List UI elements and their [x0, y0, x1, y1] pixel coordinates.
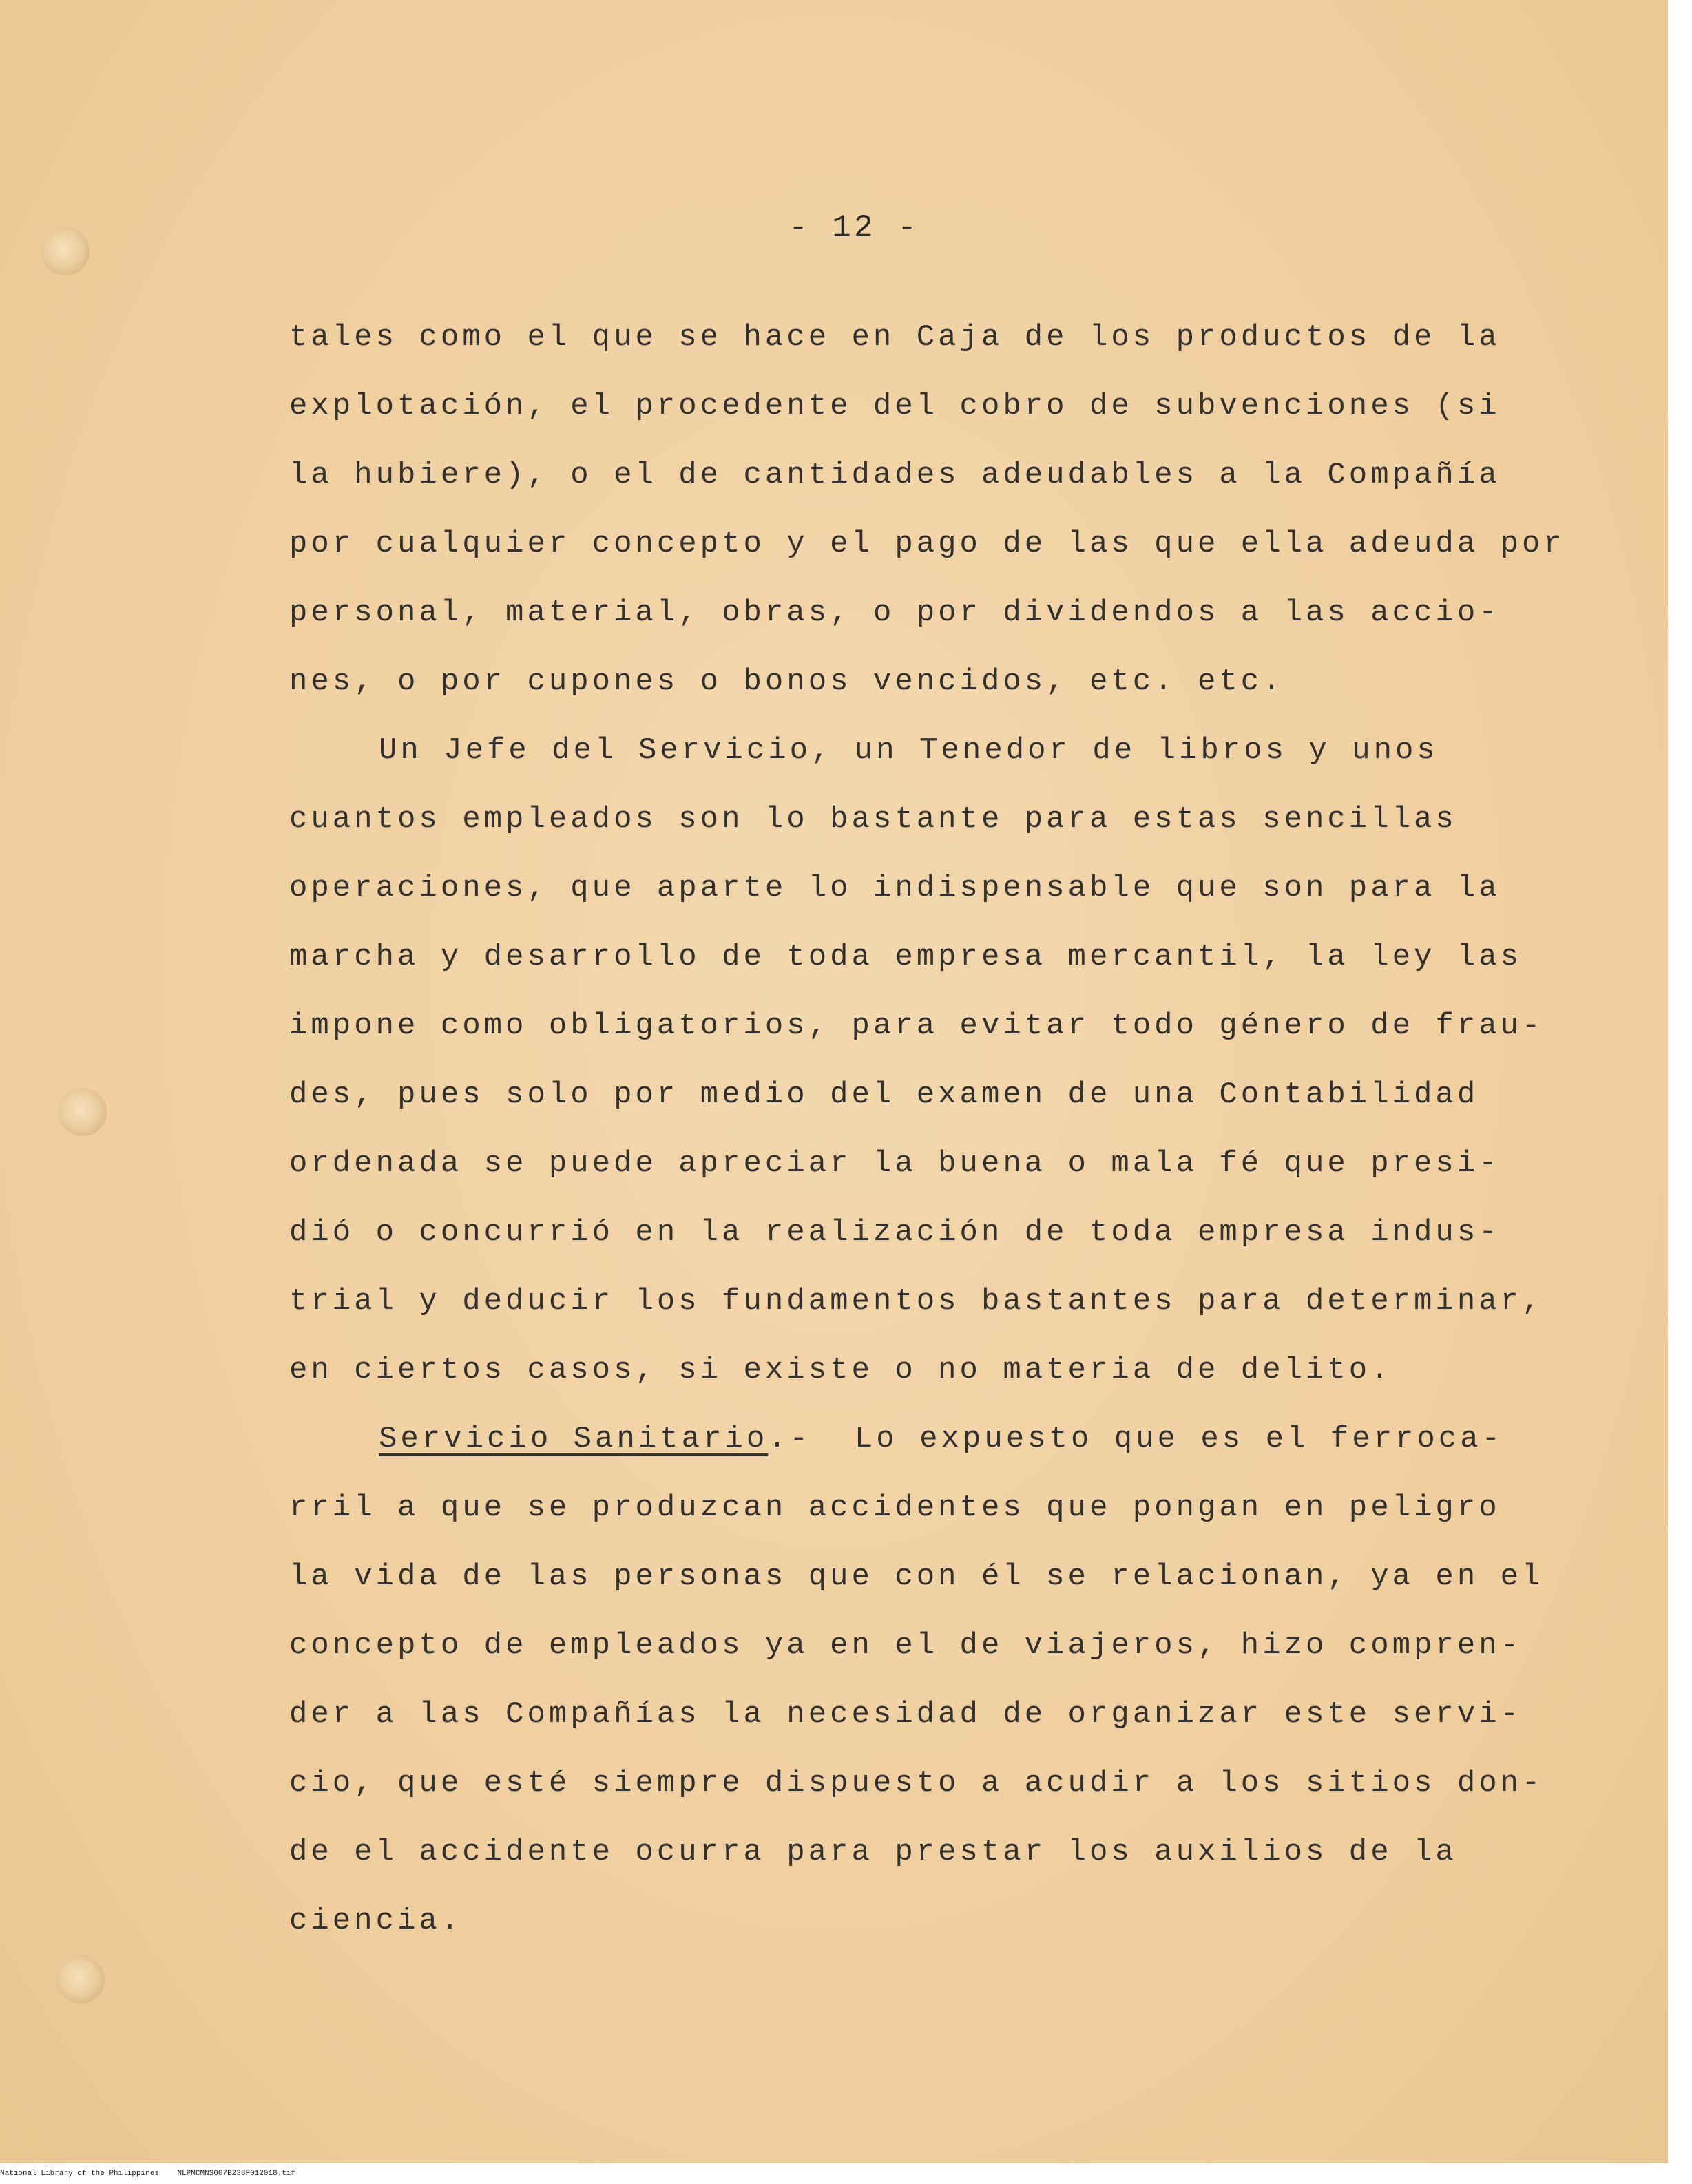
text-line: dió o concurrió en la realización de toda empresa indus- [289, 1215, 1501, 1250]
text-line: concepto de empleados ya en el de viajeros, hizo compren- [289, 1628, 1523, 1663]
text-line: Lo expuesto que es el ferroca- [854, 1422, 1504, 1456]
text-line: cio, que esté siempre dispuesto a acudir a los sitios don- [289, 1766, 1544, 1800]
text-line: nes, o por cupones o bonos vencidos, etc. etc. [289, 664, 1284, 699]
text-line: operaciones, que aparte lo indispensable que son para la [289, 871, 1501, 905]
text-line: des, pues solo por medio del examen de una Contabilidad [289, 1078, 1479, 1112]
text-line: marcha y desarrollo de toda empresa mercantil, la ley las [289, 940, 1523, 974]
section-heading-line [289, 1405, 1529, 1473]
punch-hole-bottom [56, 1955, 105, 2004]
text-line: personal, material, obras, o por dividendos a las accio- [289, 596, 1501, 630]
text-line: rril a que se produzcan accidentes que pongan en peligro [289, 1491, 1501, 1525]
punch-hole-middle [59, 1088, 107, 1136]
text-line: Un Jefe del Servicio, un Tenedor de libros y unos [379, 733, 1439, 768]
text-line: tales como el que se hace en Caja de los productos de la [289, 320, 1501, 355]
text-line: de el accidente ocurra para prestar los auxilios de la [289, 1835, 1457, 1869]
page-number: - 12 - [788, 210, 919, 246]
text-line: der a las Compañías la necesidad de organizar este servi- [289, 1697, 1523, 1732]
punch-hole-top [41, 227, 90, 275]
text-line: cuantos empleados son lo bastante para estas sencillas [289, 802, 1457, 837]
text-line: por cualquier concepto y el pago de las que ella adeuda por [289, 527, 1565, 561]
text-line: ciencia. [289, 1904, 463, 1938]
text-line: la hubiere), o el de cantidades adeudables a la Compañía [289, 458, 1501, 492]
footer-file: NLPMCMNS007B238F012018.tif [177, 2170, 296, 2178]
body-text [289, 303, 1565, 1955]
text-line: ordenada se puede apreciar la buena o mala fé que presi- [289, 1146, 1501, 1181]
text-line: explotación, el procedente del cobro de subvenciones (si [289, 389, 1501, 423]
text-line: en ciertos casos, si existe o no materia de delito. [289, 1353, 1392, 1387]
section-heading: Servicio Sanitario [379, 1422, 769, 1456]
scan-footer [0, 2163, 1692, 2184]
footer-library: National Library of the Philippines [0, 2170, 160, 2178]
text-line: trial y deducir los fundamentos bastantes para determinar, [289, 1284, 1544, 1319]
text-line: impone como obligatorios, para evitar todo género de frau- [289, 1009, 1544, 1043]
section-heading-suffix: .- [768, 1422, 812, 1456]
text-line: la vida de las personas que con él se relacionan, ya en el [289, 1560, 1544, 1594]
